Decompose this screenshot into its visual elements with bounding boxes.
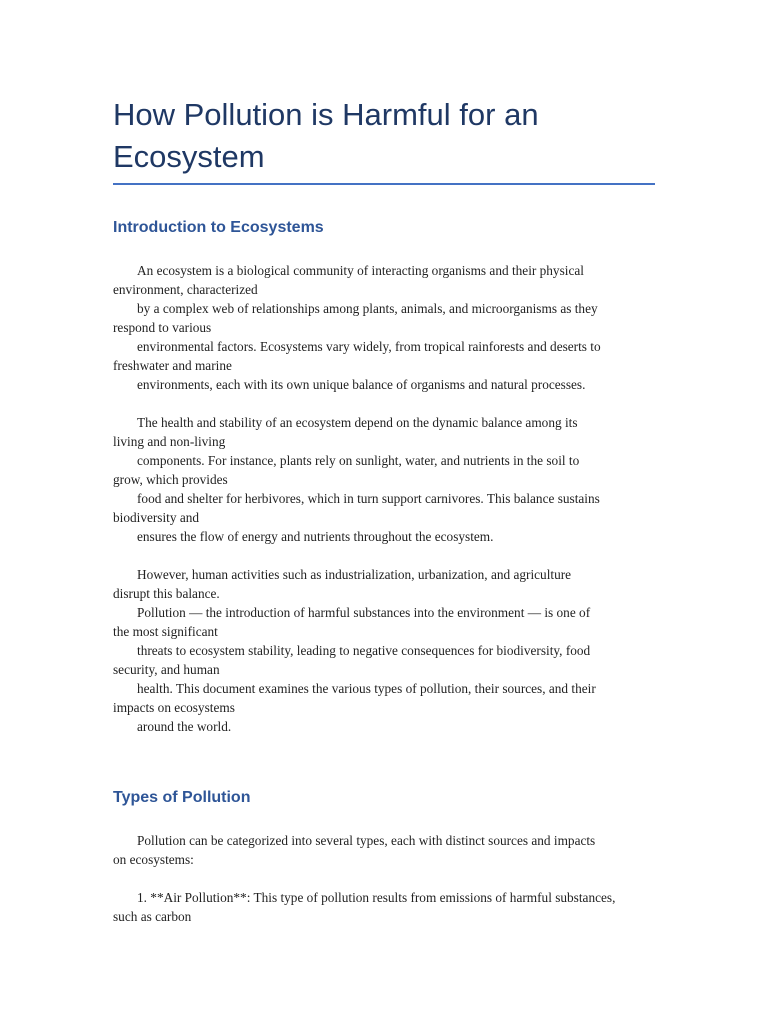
text-line: components. For instance, plants rely on sunlight, water, and nutrients in the soil to: [137, 453, 580, 468]
text-line: The health and stability of an ecosystem depend on the dynamic balance among its: [137, 415, 578, 430]
text-line: security, and human: [113, 662, 220, 677]
text-line: However, human activities such as industrialization, urbanization, and agriculture: [137, 567, 572, 582]
text-line: environments, each with its own unique balance of organisms and natural processes.: [137, 377, 586, 392]
list-item-air-pollution: [113, 888, 658, 926]
paragraph-types-1: [113, 831, 658, 869]
paragraph-intro-1: [113, 261, 658, 394]
text-line: disrupt this balance.: [113, 586, 220, 601]
text-line: living and non-living: [113, 434, 226, 449]
title-divider: [113, 183, 655, 185]
text-line: threats to ecosystem stability, leading to negative consequences for biodiversity, food: [137, 643, 591, 658]
text-line: on ecosystems:: [113, 852, 194, 867]
text-line: ensures the flow of energy and nutrients throughout the ecosystem.: [137, 529, 494, 544]
text-line: 1. **Air Pollution**: This type of pollution results from emissions of harmful substances,: [137, 890, 616, 905]
text-line: biodiversity and: [113, 510, 200, 525]
text-line: Pollution can be categorized into several types, each with distinct sources and impacts: [137, 833, 596, 848]
text-line: freshwater and marine: [113, 358, 232, 373]
text-line: such as carbon: [113, 909, 192, 924]
document-title: How Pollution is Harmful for an Ecosystem: [113, 97, 539, 174]
document-page: [113, 0, 658, 926]
text-line: An ecosystem is a biological community of interacting organisms and their physical: [137, 263, 584, 278]
text-line: grow, which provides: [113, 472, 228, 487]
paragraph-intro-2: [113, 413, 658, 546]
section-heading-types-of-pollution: Types of Pollution: [113, 789, 251, 806]
text-line: environmental factors. Ecosystems vary widely, from tropical rainforests and deserts to: [137, 339, 601, 354]
text-line: environment, characterized: [113, 282, 258, 297]
text-line: food and shelter for herbivores, which in turn support carnivores. This balance sustains: [137, 491, 600, 506]
section-heading-introduction: Introduction to Ecosystems: [113, 219, 324, 236]
text-line: around the world.: [137, 719, 232, 734]
text-line: by a complex web of relationships among plants, animals, and microorganisms as they: [137, 301, 598, 316]
text-line: health. This document examines the various types of pollution, their sources, and their: [137, 681, 596, 696]
text-line: respond to various: [113, 320, 212, 335]
text-line: the most significant: [113, 624, 218, 639]
text-line: impacts on ecosystems: [113, 700, 235, 715]
text-line: Pollution — the introduction of harmful substances into the environment — is one of: [137, 605, 591, 620]
paragraph-intro-3: [113, 565, 658, 736]
